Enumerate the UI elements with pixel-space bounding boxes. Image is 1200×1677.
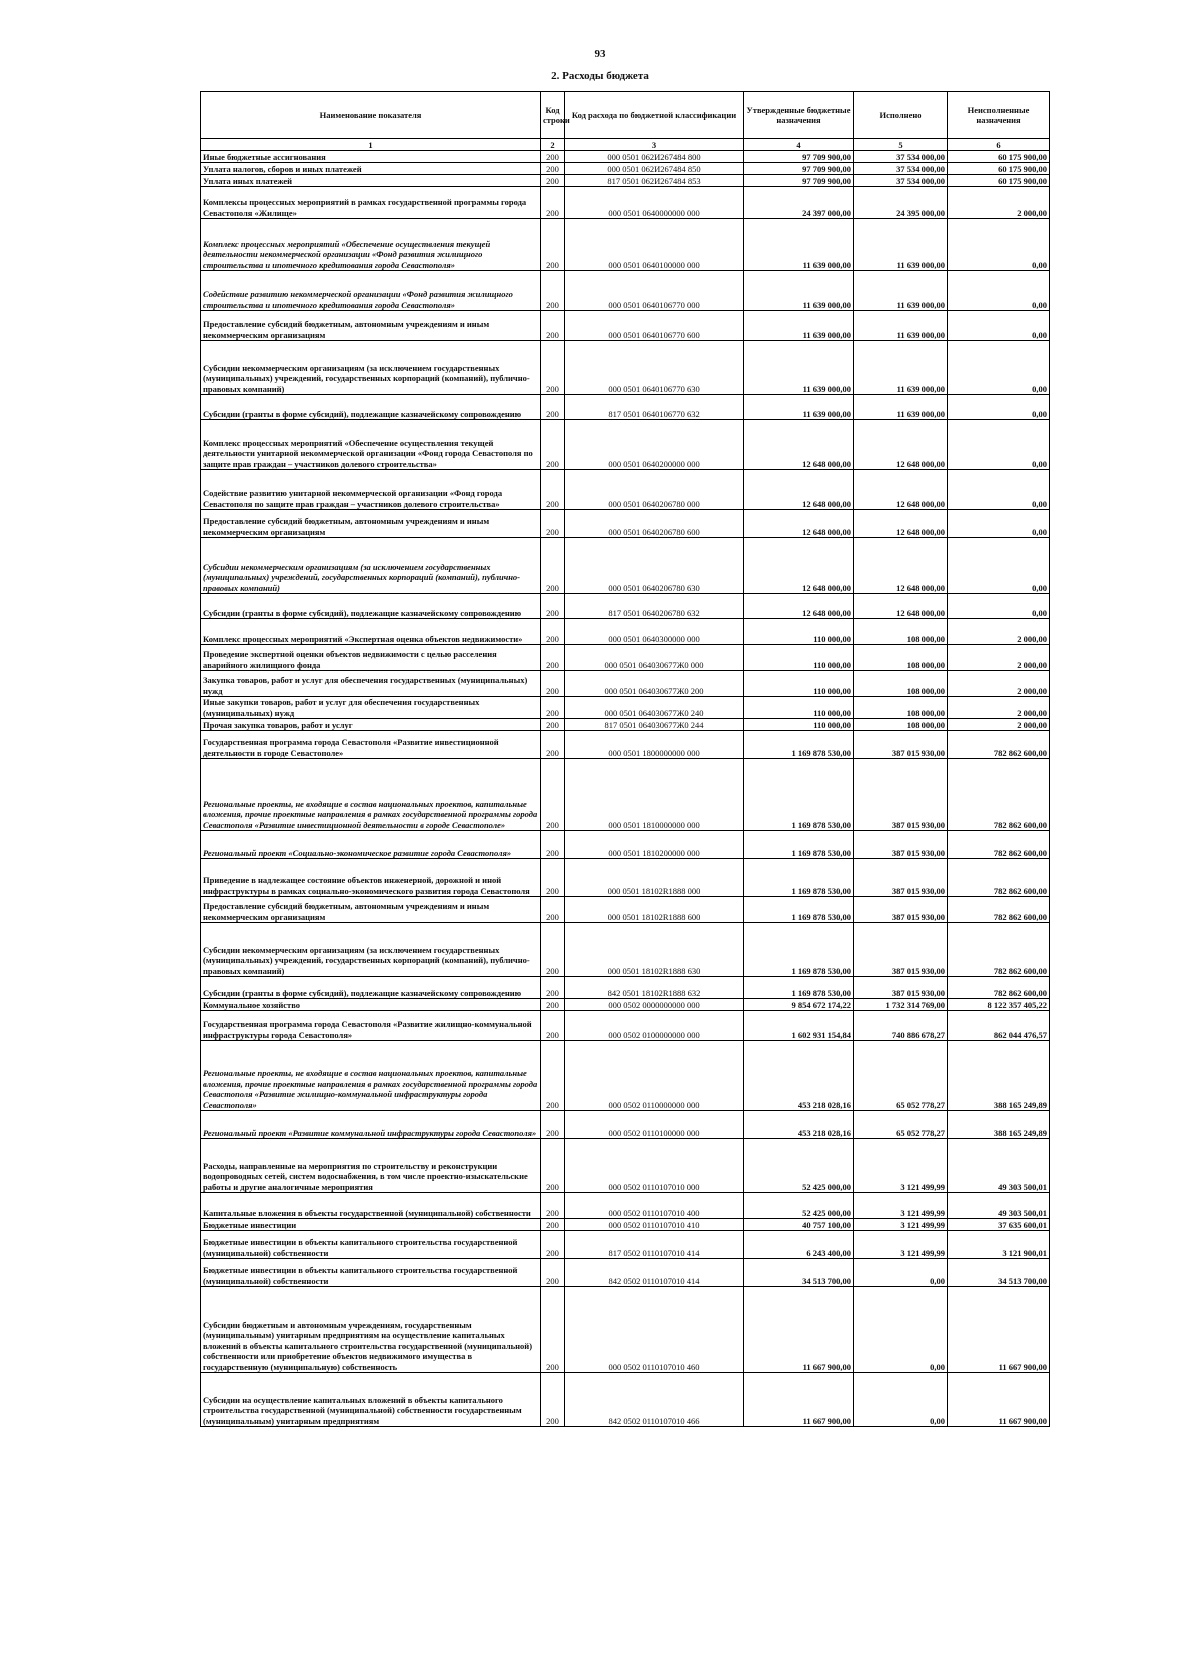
row-name: Предоставление субсидий бюджетным, автономным учреждениям и иным некоммерческим организациям — [201, 311, 541, 341]
row-line-code: 200 — [541, 977, 565, 999]
table-row — [201, 759, 1050, 831]
row-executed-amount: 387 015 930,00 — [854, 859, 948, 897]
row-executed-amount: 3 121 499,99 — [854, 1231, 948, 1259]
row-approved-amount: 12 648 000,00 — [744, 538, 854, 594]
column-number-row — [201, 139, 1050, 151]
row-executed-amount: 387 015 930,00 — [854, 897, 948, 923]
row-unexecuted-amount: 782 862 600,00 — [948, 923, 1050, 977]
row-name: Региональные проекты, не входящие в состав национальных проектов, капитальные вложения, прочие проектные направления в рамках государственной программы города Севастополя «Развитие жилищно-коммунальной инфраструктуры города Севастополя» — [201, 1041, 541, 1111]
row-unexecuted-amount: 782 862 600,00 — [948, 831, 1050, 859]
row-line-code: 200 — [541, 1231, 565, 1259]
row-name: Расходы, направленные на мероприятия по строительству и реконструкции водопроводных сетей, систем водоснабжения, в том числе проектно-изыскательские работы и другие аналогичные мероприятия — [201, 1139, 541, 1193]
row-line-code: 200 — [541, 420, 565, 470]
row-executed-amount: 11 639 000,00 — [854, 341, 948, 395]
table-row — [201, 163, 1050, 175]
row-budget-code: 000 0501 064030677Ж0 240 — [565, 697, 744, 719]
row-name: Комплексы процессных мероприятий в рамках государственной программы города Севастополя «Жилище» — [201, 187, 541, 219]
row-executed-amount: 3 121 499,99 — [854, 1193, 948, 1219]
row-executed-amount: 12 648 000,00 — [854, 470, 948, 510]
row-budget-code: 817 0501 062И267484 853 — [565, 175, 744, 187]
row-line-code: 200 — [541, 999, 565, 1011]
row-budget-code: 817 0501 0640206780 632 — [565, 594, 744, 619]
row-unexecuted-amount: 782 862 600,00 — [948, 759, 1050, 831]
row-approved-amount: 110 000,00 — [744, 697, 854, 719]
row-approved-amount: 453 218 028,16 — [744, 1041, 854, 1111]
row-budget-code: 000 0501 1810000000 000 — [565, 759, 744, 831]
row-unexecuted-amount: 0,00 — [948, 341, 1050, 395]
row-name: Приведение в надлежащее состояние объектов инженерной, дорожной и иной инфраструктуры в рамках социально-экономического развития города Севастополя — [201, 859, 541, 897]
row-line-code: 200 — [541, 719, 565, 731]
row-budget-code: 000 0502 0000000000 000 — [565, 999, 744, 1011]
row-budget-code: 000 0501 0640200000 000 — [565, 420, 744, 470]
row-approved-amount: 110 000,00 — [744, 645, 854, 671]
table-row — [201, 977, 1050, 999]
row-budget-code: 817 0501 064030677Ж0 244 — [565, 719, 744, 731]
row-name: Прочая закупка товаров, работ и услуг — [201, 719, 541, 731]
row-executed-amount: 108 000,00 — [854, 697, 948, 719]
header-unexecuted: Неисполненные назначения — [948, 92, 1050, 139]
row-unexecuted-amount: 11 667 900,00 — [948, 1373, 1050, 1427]
row-line-code: 200 — [541, 311, 565, 341]
row-executed-amount: 387 015 930,00 — [854, 831, 948, 859]
row-executed-amount: 387 015 930,00 — [854, 923, 948, 977]
row-line-code: 200 — [541, 759, 565, 831]
row-budget-code: 000 0502 0110107010 400 — [565, 1193, 744, 1219]
row-unexecuted-amount: 2 000,00 — [948, 719, 1050, 731]
row-approved-amount: 110 000,00 — [744, 719, 854, 731]
row-approved-amount: 40 757 100,00 — [744, 1219, 854, 1231]
row-line-code: 200 — [541, 510, 565, 538]
row-name: Содействие развитию унитарной некоммерческой организации «Фонд города Севастополя по защите прав граждан – участников долевого строительства» — [201, 470, 541, 510]
row-line-code: 200 — [541, 1041, 565, 1111]
row-executed-amount: 387 015 930,00 — [854, 731, 948, 759]
row-budget-code: 000 0501 0640206780 600 — [565, 510, 744, 538]
row-line-code: 200 — [541, 1193, 565, 1219]
table-row — [201, 271, 1050, 311]
row-unexecuted-amount: 2 000,00 — [948, 697, 1050, 719]
row-budget-code: 000 0501 18102R1888 630 — [565, 923, 744, 977]
row-approved-amount: 11 639 000,00 — [744, 219, 854, 271]
row-approved-amount: 1 169 878 530,00 — [744, 831, 854, 859]
row-line-code: 200 — [541, 271, 565, 311]
row-budget-code: 000 0501 0640206780 000 — [565, 470, 744, 510]
row-unexecuted-amount: 0,00 — [948, 311, 1050, 341]
row-unexecuted-amount: 782 862 600,00 — [948, 731, 1050, 759]
row-unexecuted-amount: 0,00 — [948, 219, 1050, 271]
table-row — [201, 999, 1050, 1011]
row-name: Комплекс процессных мероприятий «Обеспечение осуществления текущей деятельности некоммерческой организации «Фонд развития жилищного строительства и ипотечного кредитования города Севастополя» — [201, 219, 541, 271]
row-unexecuted-amount: 782 862 600,00 — [948, 897, 1050, 923]
row-executed-amount: 11 639 000,00 — [854, 219, 948, 271]
row-budget-code: 000 0501 1800000000 000 — [565, 731, 744, 759]
row-budget-code: 817 0502 0110107010 414 — [565, 1231, 744, 1259]
row-name: Уплата иных платежей — [201, 175, 541, 187]
row-executed-amount: 387 015 930,00 — [854, 977, 948, 999]
row-executed-amount: 65 052 778,27 — [854, 1111, 948, 1139]
table-row — [201, 859, 1050, 897]
row-budget-code: 000 0501 064030677Ж0 000 — [565, 645, 744, 671]
row-budget-code: 000 0501 0640106770 000 — [565, 271, 744, 311]
row-approved-amount: 453 218 028,16 — [744, 1111, 854, 1139]
row-budget-code: 000 0501 0640000000 000 — [565, 187, 744, 219]
header-row — [201, 92, 1050, 139]
row-unexecuted-amount: 60 175 900,00 — [948, 163, 1050, 175]
row-budget-code: 000 0501 18102R1888 600 — [565, 897, 744, 923]
row-unexecuted-amount: 0,00 — [948, 420, 1050, 470]
row-executed-amount: 108 000,00 — [854, 719, 948, 731]
row-approved-amount: 1 169 878 530,00 — [744, 731, 854, 759]
row-unexecuted-amount: 8 122 357 405,22 — [948, 999, 1050, 1011]
row-executed-amount: 12 648 000,00 — [854, 538, 948, 594]
row-name: Проведение экспертной оценки объектов недвижимости с целью расселения аварийного жилищного фонда — [201, 645, 541, 671]
row-budget-code: 000 0501 1810200000 000 — [565, 831, 744, 859]
table-row — [201, 1041, 1050, 1111]
row-budget-code: 000 0501 064030677Ж0 200 — [565, 671, 744, 697]
row-approved-amount: 52 425 000,00 — [744, 1139, 854, 1193]
table-row — [201, 1373, 1050, 1427]
row-line-code: 200 — [541, 697, 565, 719]
row-unexecuted-amount: 60 175 900,00 — [948, 175, 1050, 187]
row-line-code: 200 — [541, 1011, 565, 1041]
row-name: Субсидии (гранты в форме субсидий), подлежащие казначейскому сопровождению — [201, 977, 541, 999]
row-budget-code: 000 0501 0640300000 000 — [565, 619, 744, 645]
column-number: 5 — [854, 139, 948, 151]
row-line-code: 200 — [541, 187, 565, 219]
table-row — [201, 831, 1050, 859]
row-executed-amount: 24 395 000,00 — [854, 187, 948, 219]
row-name: Иные бюджетные ассигнования — [201, 151, 541, 163]
row-line-code: 200 — [541, 219, 565, 271]
row-line-code: 200 — [541, 1111, 565, 1139]
row-approved-amount: 110 000,00 — [744, 619, 854, 645]
row-unexecuted-amount: 60 175 900,00 — [948, 151, 1050, 163]
row-unexecuted-amount: 3 121 900,01 — [948, 1231, 1050, 1259]
row-name: Комплекс процессных мероприятий «Обеспечение осуществления текущей деятельности унитарной некоммерческой организации «Фонд города Севастополя по защите прав граждан – участников долевого строительства» — [201, 420, 541, 470]
row-budget-code: 000 0501 18102R1888 000 — [565, 859, 744, 897]
table-row — [201, 1231, 1050, 1259]
row-line-code: 200 — [541, 1259, 565, 1287]
row-line-code: 200 — [541, 671, 565, 697]
row-name: Бюджетные инвестиции в объекты капитального строительства государственной (муниципальной) собственности — [201, 1231, 541, 1259]
row-name: Государственная программа города Севастополя «Развитие инвестиционной деятельности в городе Севастополе» — [201, 731, 541, 759]
row-executed-amount: 1 732 314 769,00 — [854, 999, 948, 1011]
row-name: Региональный проект «Социально-экономическое развитие города Севастополя» — [201, 831, 541, 859]
row-line-code: 200 — [541, 731, 565, 759]
row-unexecuted-amount: 0,00 — [948, 271, 1050, 311]
table-row — [201, 151, 1050, 163]
table-row — [201, 311, 1050, 341]
row-approved-amount: 52 425 000,00 — [744, 1193, 854, 1219]
row-approved-amount: 1 169 878 530,00 — [744, 759, 854, 831]
table-row — [201, 671, 1050, 697]
section-title: 2. Расходы бюджета — [551, 70, 649, 82]
row-name: Бюджетные инвестиции в объекты капитального строительства государственной (муниципальной) собственности — [201, 1259, 541, 1287]
row-approved-amount: 1 169 878 530,00 — [744, 859, 854, 897]
row-executed-amount: 108 000,00 — [854, 671, 948, 697]
row-line-code: 200 — [541, 538, 565, 594]
table-row — [201, 1111, 1050, 1139]
row-unexecuted-amount: 34 513 700,00 — [948, 1259, 1050, 1287]
row-budget-code: 000 0501 0640100000 000 — [565, 219, 744, 271]
row-approved-amount: 11 667 900,00 — [744, 1373, 854, 1427]
table-row — [201, 420, 1050, 470]
row-line-code: 200 — [541, 175, 565, 187]
row-executed-amount: 11 639 000,00 — [854, 271, 948, 311]
row-line-code: 200 — [541, 645, 565, 671]
table-row — [201, 697, 1050, 719]
row-budget-code: 000 0501 062И267484 800 — [565, 151, 744, 163]
table-row — [201, 731, 1050, 759]
row-name: Предоставление субсидий бюджетным, автономным учреждениям и иным некоммерческим организациям — [201, 897, 541, 923]
row-budget-code: 000 0501 0640106770 600 — [565, 311, 744, 341]
row-unexecuted-amount: 2 000,00 — [948, 645, 1050, 671]
row-budget-code: 842 0501 18102R1888 632 — [565, 977, 744, 999]
row-line-code: 200 — [541, 831, 565, 859]
table-row — [201, 470, 1050, 510]
row-name: Региональные проекты, не входящие в состав национальных проектов, капитальные вложения, прочие проектные направления в рамках государственной программы города Севастополя «Развитие инвестиционной деятельности в городе Севастополе» — [201, 759, 541, 831]
column-number: 2 — [541, 139, 565, 151]
header-line: Код строки — [541, 92, 565, 139]
page-number: 93 — [594, 48, 606, 60]
header-name: Наименование показателя — [201, 92, 541, 139]
row-executed-amount: 3 121 499,99 — [854, 1139, 948, 1193]
row-executed-amount: 65 052 778,27 — [854, 1041, 948, 1111]
table-row — [201, 594, 1050, 619]
table-row — [201, 897, 1050, 923]
row-name: Комплекс процессных мероприятий «Экспертная оценка объектов недвижимости» — [201, 619, 541, 645]
row-executed-amount: 12 648 000,00 — [854, 510, 948, 538]
row-executed-amount: 37 534 000,00 — [854, 151, 948, 163]
row-name: Субсидии (гранты в форме субсидий), подлежащие казначейскому сопровождению — [201, 395, 541, 420]
row-line-code: 200 — [541, 151, 565, 163]
row-approved-amount: 12 648 000,00 — [744, 594, 854, 619]
row-approved-amount: 24 397 000,00 — [744, 187, 854, 219]
row-approved-amount: 11 667 900,00 — [744, 1287, 854, 1373]
row-executed-amount: 3 121 499,99 — [854, 1219, 948, 1231]
row-budget-code: 000 0501 062И267484 850 — [565, 163, 744, 175]
row-executed-amount: 387 015 930,00 — [854, 759, 948, 831]
row-executed-amount: 740 886 678,27 — [854, 1011, 948, 1041]
header-executed: Исполнено — [854, 92, 948, 139]
row-line-code: 200 — [541, 1219, 565, 1231]
row-approved-amount: 9 854 672 174,22 — [744, 999, 854, 1011]
row-executed-amount: 12 648 000,00 — [854, 420, 948, 470]
header-approved: Утвержденные бюджетные назначения — [744, 92, 854, 139]
row-unexecuted-amount: 11 667 900,00 — [948, 1287, 1050, 1373]
row-budget-code: 842 0502 0110107010 466 — [565, 1373, 744, 1427]
row-approved-amount: 97 709 900,00 — [744, 151, 854, 163]
column-number: 6 — [948, 139, 1050, 151]
row-budget-code: 000 0502 0110100000 000 — [565, 1111, 744, 1139]
table-row — [201, 923, 1050, 977]
row-executed-amount: 108 000,00 — [854, 619, 948, 645]
table-row — [201, 1193, 1050, 1219]
table-row — [201, 175, 1050, 187]
row-executed-amount: 0,00 — [854, 1259, 948, 1287]
row-unexecuted-amount: 49 303 500,01 — [948, 1193, 1050, 1219]
row-approved-amount: 11 639 000,00 — [744, 311, 854, 341]
row-approved-amount: 6 243 400,00 — [744, 1231, 854, 1259]
row-unexecuted-amount: 49 303 500,01 — [948, 1139, 1050, 1193]
row-approved-amount: 1 169 878 530,00 — [744, 897, 854, 923]
row-line-code: 200 — [541, 897, 565, 923]
row-name: Региональный проект «Развитие коммунальной инфраструктуры города Севастополя» — [201, 1111, 541, 1139]
row-budget-code: 842 0502 0110107010 414 — [565, 1259, 744, 1287]
row-unexecuted-amount: 2 000,00 — [948, 671, 1050, 697]
row-name: Бюджетные инвестиции — [201, 1219, 541, 1231]
row-budget-code: 817 0501 0640106770 632 — [565, 395, 744, 420]
table-row — [201, 1259, 1050, 1287]
row-name: Государственная программа города Севастополя «Развитие жилищно-коммунальной инфраструктуры города Севастополя» — [201, 1011, 541, 1041]
row-executed-amount: 108 000,00 — [854, 645, 948, 671]
row-unexecuted-amount: 0,00 — [948, 538, 1050, 594]
row-name: Коммунальное хозяйство — [201, 999, 541, 1011]
row-approved-amount: 1 602 931 154,84 — [744, 1011, 854, 1041]
row-approved-amount: 11 639 000,00 — [744, 341, 854, 395]
row-unexecuted-amount: 37 635 600,01 — [948, 1219, 1050, 1231]
row-name: Иные закупки товаров, работ и услуг для обеспечения государственных (муниципальных) нужд — [201, 697, 541, 719]
row-line-code: 200 — [541, 1287, 565, 1373]
column-number: 3 — [565, 139, 744, 151]
row-line-code: 200 — [541, 1373, 565, 1427]
table-row — [201, 645, 1050, 671]
row-budget-code: 000 0502 0110000000 000 — [565, 1041, 744, 1111]
row-name: Субсидии некоммерческим организациям (за исключением государственных (муниципальных) учреждений, государственных корпораций (компаний), публично-правовых компаний) — [201, 341, 541, 395]
table-row — [201, 719, 1050, 731]
row-line-code: 200 — [541, 395, 565, 420]
row-unexecuted-amount: 388 165 249,89 — [948, 1111, 1050, 1139]
row-budget-code: 000 0502 0110107010 460 — [565, 1287, 744, 1373]
row-executed-amount: 0,00 — [854, 1287, 948, 1373]
row-name: Закупка товаров, работ и услуг для обеспечения государственных (муниципальных) нужд — [201, 671, 541, 697]
row-executed-amount: 12 648 000,00 — [854, 594, 948, 619]
row-executed-amount: 0,00 — [854, 1373, 948, 1427]
table-row — [201, 619, 1050, 645]
row-name: Субсидии бюджетным и автономным учреждениям, государственным (муниципальным) унитарным предприятиям на осуществление капитальных вложений в объекты капитального строительства государственной (муниципальной) собственности или приобретение объектов недвижимого имущества в государственную (муниципальную) собственность — [201, 1287, 541, 1373]
row-approved-amount: 97 709 900,00 — [744, 163, 854, 175]
table-row — [201, 219, 1050, 271]
row-unexecuted-amount: 782 862 600,00 — [948, 859, 1050, 897]
table-row — [201, 187, 1050, 219]
row-unexecuted-amount: 2 000,00 — [948, 187, 1050, 219]
table-row — [201, 510, 1050, 538]
table-body — [201, 151, 1050, 1427]
table-row — [201, 341, 1050, 395]
row-approved-amount: 97 709 900,00 — [744, 175, 854, 187]
row-name: Субсидии на осуществление капитальных вложений в объекты капитального строительства государственной (муниципальной) собственности государственным (муниципальным) унитарным предприятиям — [201, 1373, 541, 1427]
row-unexecuted-amount: 0,00 — [948, 395, 1050, 420]
row-line-code: 200 — [541, 1139, 565, 1193]
row-executed-amount: 37 534 000,00 — [854, 175, 948, 187]
row-unexecuted-amount: 0,00 — [948, 594, 1050, 619]
row-approved-amount: 12 648 000,00 — [744, 470, 854, 510]
row-unexecuted-amount: 0,00 — [948, 510, 1050, 538]
table-row — [201, 395, 1050, 420]
column-number: 1 — [201, 139, 541, 151]
row-unexecuted-amount: 388 165 249,89 — [948, 1041, 1050, 1111]
row-approved-amount: 34 513 700,00 — [744, 1259, 854, 1287]
row-line-code: 200 — [541, 859, 565, 897]
row-unexecuted-amount: 0,00 — [948, 470, 1050, 510]
row-line-code: 200 — [541, 594, 565, 619]
row-line-code: 200 — [541, 341, 565, 395]
row-name: Предоставление субсидий бюджетным, автономным учреждениям и иным некоммерческим организациям — [201, 510, 541, 538]
row-approved-amount: 11 639 000,00 — [744, 395, 854, 420]
table-row — [201, 538, 1050, 594]
row-unexecuted-amount: 2 000,00 — [948, 619, 1050, 645]
row-approved-amount: 1 169 878 530,00 — [744, 977, 854, 999]
row-approved-amount: 12 648 000,00 — [744, 510, 854, 538]
table-row — [201, 1219, 1050, 1231]
expenses-table — [200, 91, 1050, 1427]
row-budget-code: 000 0502 0110107010 000 — [565, 1139, 744, 1193]
row-name: Субсидии некоммерческим организациям (за исключением государственных (муниципальных) учреждений, государственных корпораций (компаний), публично-правовых компаний) — [201, 923, 541, 977]
row-name: Содействие развитию некоммерческой организации «Фонд развития жилищного строительства и ипотечного кредитования города Севастополя» — [201, 271, 541, 311]
row-approved-amount: 110 000,00 — [744, 671, 854, 697]
row-unexecuted-amount: 782 862 600,00 — [948, 977, 1050, 999]
row-budget-code: 000 0501 0640206780 630 — [565, 538, 744, 594]
header-code: Код расхода по бюджетной классификации — [565, 92, 744, 139]
row-approved-amount: 12 648 000,00 — [744, 420, 854, 470]
column-number: 4 — [744, 139, 854, 151]
row-budget-code: 000 0501 0640106770 630 — [565, 341, 744, 395]
row-executed-amount: 11 639 000,00 — [854, 395, 948, 420]
row-name: Капитальные вложения в объекты государственной (муниципальной) собственности — [201, 1193, 541, 1219]
row-approved-amount: 1 169 878 530,00 — [744, 923, 854, 977]
row-name: Уплата налогов, сборов и иных платежей — [201, 163, 541, 175]
row-line-code: 200 — [541, 619, 565, 645]
table-row — [201, 1011, 1050, 1041]
row-approved-amount: 11 639 000,00 — [744, 271, 854, 311]
table-row — [201, 1139, 1050, 1193]
row-name: Субсидии некоммерческим организациям (за исключением государственных (муниципальных) учреждений, государственных корпораций (компаний), публично-правовых компаний) — [201, 538, 541, 594]
row-name: Субсидии (гранты в форме субсидий), подлежащие казначейскому сопровождению — [201, 594, 541, 619]
row-executed-amount: 11 639 000,00 — [854, 311, 948, 341]
row-line-code: 200 — [541, 163, 565, 175]
row-unexecuted-amount: 862 044 476,57 — [948, 1011, 1050, 1041]
table-row — [201, 1287, 1050, 1373]
row-line-code: 200 — [541, 923, 565, 977]
row-budget-code: 000 0502 0110107010 410 — [565, 1219, 744, 1231]
row-budget-code: 000 0502 0100000000 000 — [565, 1011, 744, 1041]
row-line-code: 200 — [541, 470, 565, 510]
row-executed-amount: 37 534 000,00 — [854, 163, 948, 175]
